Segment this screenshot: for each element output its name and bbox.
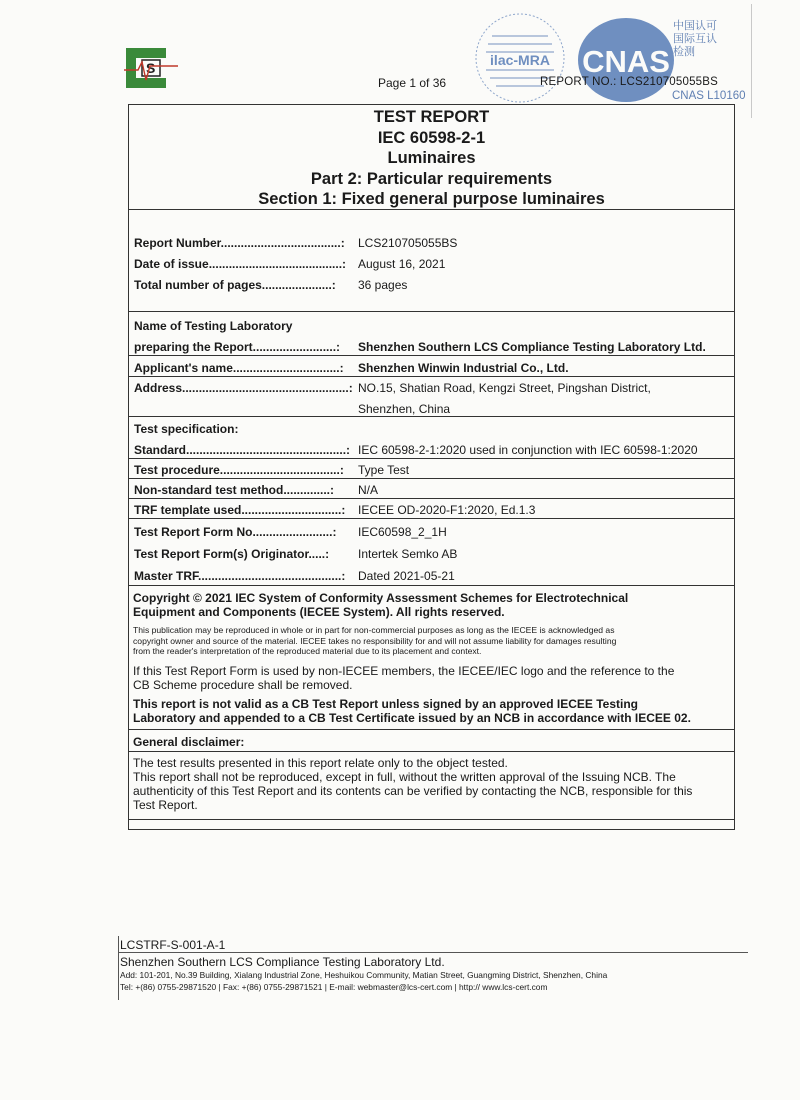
copyright-notice: [133, 625, 725, 657]
master-trf-row: [134, 569, 455, 583]
title-line: Section 1: Fixed general purpose luminaires: [258, 190, 605, 208]
field-label: Total number of pages.....................:: [134, 278, 336, 292]
cnas-zh-line: 检测: [673, 46, 695, 58]
divider: [129, 518, 734, 519]
notice-line: Laboratory and appended to a CB Test Certificate issued by an NCB in accordance with IECEE 02.: [133, 711, 691, 725]
lab-row: [134, 340, 706, 354]
notice-line: CB Scheme procedure shall be removed.: [133, 678, 353, 692]
divider: [129, 376, 734, 377]
title-line: TEST REPORT: [373, 108, 490, 126]
field-label: Report Number....................................:: [134, 236, 345, 250]
field-value: August 16, 2021: [358, 257, 446, 271]
test-procedure-row: [134, 463, 410, 477]
footer-company: Shenzhen Southern LCS Compliance Testing Laboratory Ltd.: [120, 955, 445, 969]
svg-text:S: S: [146, 60, 156, 76]
cnas-stamp: [574, 14, 676, 106]
field-label: Test Report Form(s) Originator.....:: [134, 547, 330, 561]
page-number: Page 1 of 36: [378, 76, 447, 90]
field-label: Standard................................................:: [134, 443, 351, 457]
page-edge: [751, 4, 752, 118]
divider: [129, 458, 734, 459]
disclaimer-line: Test Report.: [133, 798, 198, 812]
field-value: 36 pages: [358, 278, 408, 292]
notice-line: from the reader's interpretation of the reproduced material due to its placement and context.: [133, 646, 482, 656]
field-value: N/A: [358, 483, 379, 497]
footer-rule: [118, 952, 748, 953]
address-row: [134, 381, 651, 395]
lcs-logo: [124, 44, 180, 92]
field-label: Master TRF...........................................:: [134, 569, 346, 583]
field-value: IEC60598_2_1H: [358, 525, 447, 539]
field-label: Name of Testing Laboratory: [134, 319, 293, 333]
ilac-mra-stamp: [470, 6, 570, 110]
footer-contact: Tel: +(86) 0755-29871520 | Fax: +(86) 0755-29871521 | E-mail: webmaster@lcs-cert.com | http:// www.lcs-cert.com: [120, 982, 548, 992]
field-label: Applicant's name................................:: [134, 361, 344, 375]
divider: [129, 498, 734, 499]
divider: [129, 355, 734, 356]
field-value: Type Test: [358, 463, 410, 477]
report-number-row: [134, 236, 458, 250]
field-value: IECEE OD-2020-F1:2020, Ed.1.3: [358, 503, 536, 517]
divider: [129, 751, 734, 752]
disclaimer-line: authenticity of this Test Report and its contents can be verified by contacting the NCB, responsible for this: [133, 784, 693, 798]
field-label: Test Report Form No........................:: [134, 525, 337, 539]
notice-line: If this Test Report Form is used by non-IECEE members, the IECEE/IEC logo and the reference to the: [133, 664, 675, 678]
disclaimer-line: The test results presented in this report relate only to the object tested.: [133, 756, 508, 770]
field-label: preparing the Report.........................:: [134, 340, 341, 354]
divider: [129, 585, 734, 586]
applicant-row: [134, 361, 569, 375]
field-value: LCS210705055BS: [358, 236, 458, 250]
disclaimer-line: This report shall not be reproduced, except in full, without the written approval of the Issuing NCB. The: [133, 770, 676, 784]
section-heading: Test specification:: [134, 422, 239, 436]
copyright-line: Equipment and Components (IECEE System). All rights reserved.: [133, 605, 505, 619]
field-value: Dated 2021-05-21: [358, 569, 455, 583]
field-value: NO.15, Shatian Road, Kengzi Street, Pingshan District,: [358, 381, 651, 395]
divider: [129, 209, 734, 210]
divider: [129, 729, 734, 730]
cnas-text: CNAS: [582, 44, 670, 79]
divider: [129, 416, 734, 417]
cnas-zh-line: 国际互认: [673, 33, 717, 45]
cnas-zh-line: 中国认可: [673, 20, 717, 32]
field-label: Non-standard test method..............:: [134, 483, 335, 497]
field-label: TRF template used..............................:: [134, 503, 346, 517]
report-frame: [128, 104, 735, 830]
copyright-heading: [133, 591, 725, 619]
footer-address: Add: 101-201, No.39 Building, Xialang Industrial Zone, Heshuikou Community, Matian Street, Guangming District, Shenzhen, China: [120, 970, 608, 980]
title-line: IEC 60598-2-1: [377, 128, 486, 147]
field-value: Shenzhen Winwin Industrial Co., Ltd.: [358, 361, 569, 375]
field-value: IEC 60598-2-1:2020 used in conjunction with IEC 60598-1:2020: [358, 443, 698, 457]
title-line: Luminaires: [387, 149, 476, 167]
non-iecee-notice: [133, 664, 725, 692]
disclaimer-text: [133, 756, 725, 812]
standard-row: [134, 443, 698, 457]
notice-line: copyright owner and source of the material. IECEE takes no responsibility for and will not assume liability for damages resulting: [133, 635, 617, 646]
form-no-row: [134, 525, 447, 539]
footer-rule-vertical: [118, 936, 119, 1000]
field-value: Shenzhen Southern LCS Compliance Testing Laboratory Ltd.: [358, 340, 706, 354]
ilac-text: ilac-MRA: [490, 52, 550, 68]
lab-label-row: [134, 319, 352, 333]
originator-row: [134, 547, 458, 561]
field-label: Address..................................................:: [134, 381, 353, 395]
spec-heading: [134, 422, 352, 436]
field-label: Date of issue........................................:: [134, 257, 347, 271]
copyright-line: Copyright © 2021 IEC System of Conformity Assessment Schemes for Electrotechnical: [133, 591, 629, 605]
divider: [129, 311, 734, 312]
trf-template-row: [134, 503, 536, 517]
total-pages-row: [134, 278, 408, 292]
cnas-code: CNAS L10160: [672, 90, 746, 102]
title-line: Part 2: Particular requirements: [310, 169, 553, 188]
report-number-header: REPORT NO.: LCS210705055BS: [540, 76, 719, 88]
footer-form-code: LCSTRF-S-001-A-1: [120, 938, 226, 952]
field-label: Test procedure....................................:: [134, 463, 344, 477]
field-value: Shenzhen, China: [358, 402, 451, 416]
validity-notice: [133, 697, 725, 725]
notice-line: This report is not valid as a CB Test Report unless signed by an approved IECEE Testing: [133, 697, 638, 711]
field-value: Intertek Semko AB: [358, 547, 458, 561]
divider: [129, 478, 734, 479]
cnas-chinese-mark: [673, 20, 733, 59]
disclaimer-heading: General disclaimer:: [133, 735, 245, 749]
report-title: [129, 107, 734, 210]
divider: [129, 819, 734, 820]
non-standard-row: [134, 483, 379, 497]
date-of-issue-row: [134, 257, 446, 271]
notice-line: This publication may be reproduced in whole or in part for non-commercial purposes as long as the IECEE is acknowledged as: [133, 625, 615, 635]
